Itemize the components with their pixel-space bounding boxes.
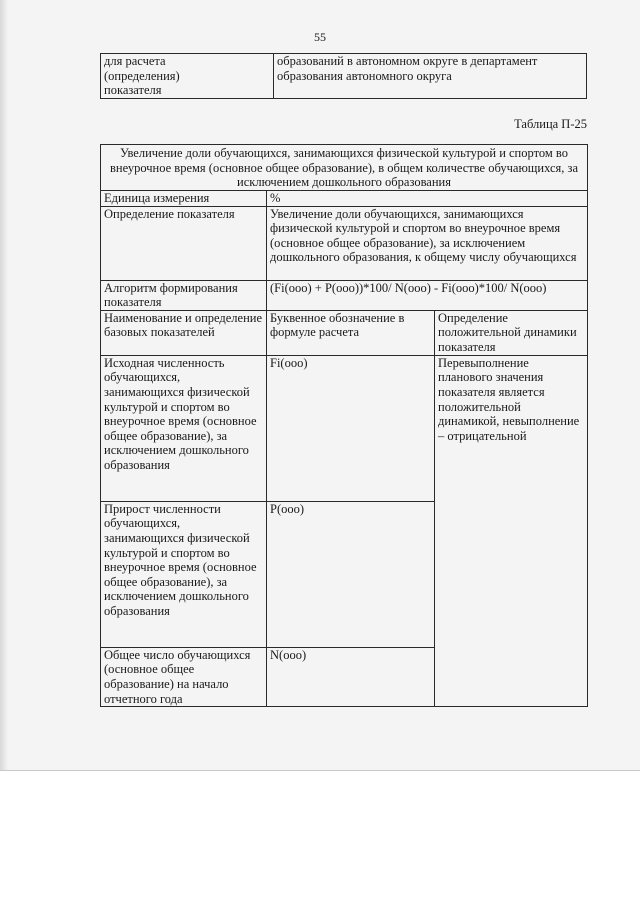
definition-value: Увеличение доли обучающихся, занимающихся физической культурой и спортом во внеурочное время (основное общее образование), за исключением дошкольного образования, к общему числу обучающихся [267,206,588,280]
header-dynamics: Определение положительной динамики показателя [435,310,588,355]
base-indicator-name: Исходная численность обучающихся, занимающихся физической культурой и спортом во внеурочное время (основное общее образование), за исключением дошкольного образования [101,355,267,501]
base-indicator-symbol: N(ооо) [267,647,435,706]
definition-label: Определение показателя [101,206,267,280]
algorithm-formula: (Fi(ооо) + P(ооо))*100/ N(ооо) - Fi(ооо)*100/ N(ооо) [267,280,588,310]
continued-table-left-cell: для расчета (определения) показателя [101,54,274,99]
continued-table [100,53,587,99]
base-indicator-symbol: P(ооо) [267,501,435,647]
unit-value: % [267,191,588,207]
dynamics-definition: Перевыполнение планового значения показателя является положительной динамикой, невыполнение – отрицательной [435,355,588,706]
header-name: Наименование и определение базовых показателей [101,310,267,355]
page-number: 55 [314,30,326,44]
base-indicator-name: Прирост численности обучающихся, занимающихся физической культурой и спортом во внеурочное время (основное общее образование), за исключением дошкольного образования [101,501,267,647]
base-indicator-name: Общее число обучающихся (основное общее образование) на начало отчетного года [101,647,267,706]
header-symbol: Буквенное обозначение в формуле расчета [267,310,435,355]
indicator-title: Увеличение доли обучающихся, занимающихся физической культурой и спортом во внеурочное время (основное общее образование), в общем количестве обучающихся, за исключением дошкольного образования [101,145,588,191]
algorithm-label: Алгоритм формирования показателя [101,280,267,310]
base-indicator-symbol: Fi(ооо) [267,355,435,501]
unit-label: Единица измерения [101,191,267,207]
table-caption: Таблица П-25 [514,117,587,131]
continued-table-right-cell: образований в автономном округе в департамент образования автономного округа [274,54,587,99]
indicator-table [100,144,588,707]
